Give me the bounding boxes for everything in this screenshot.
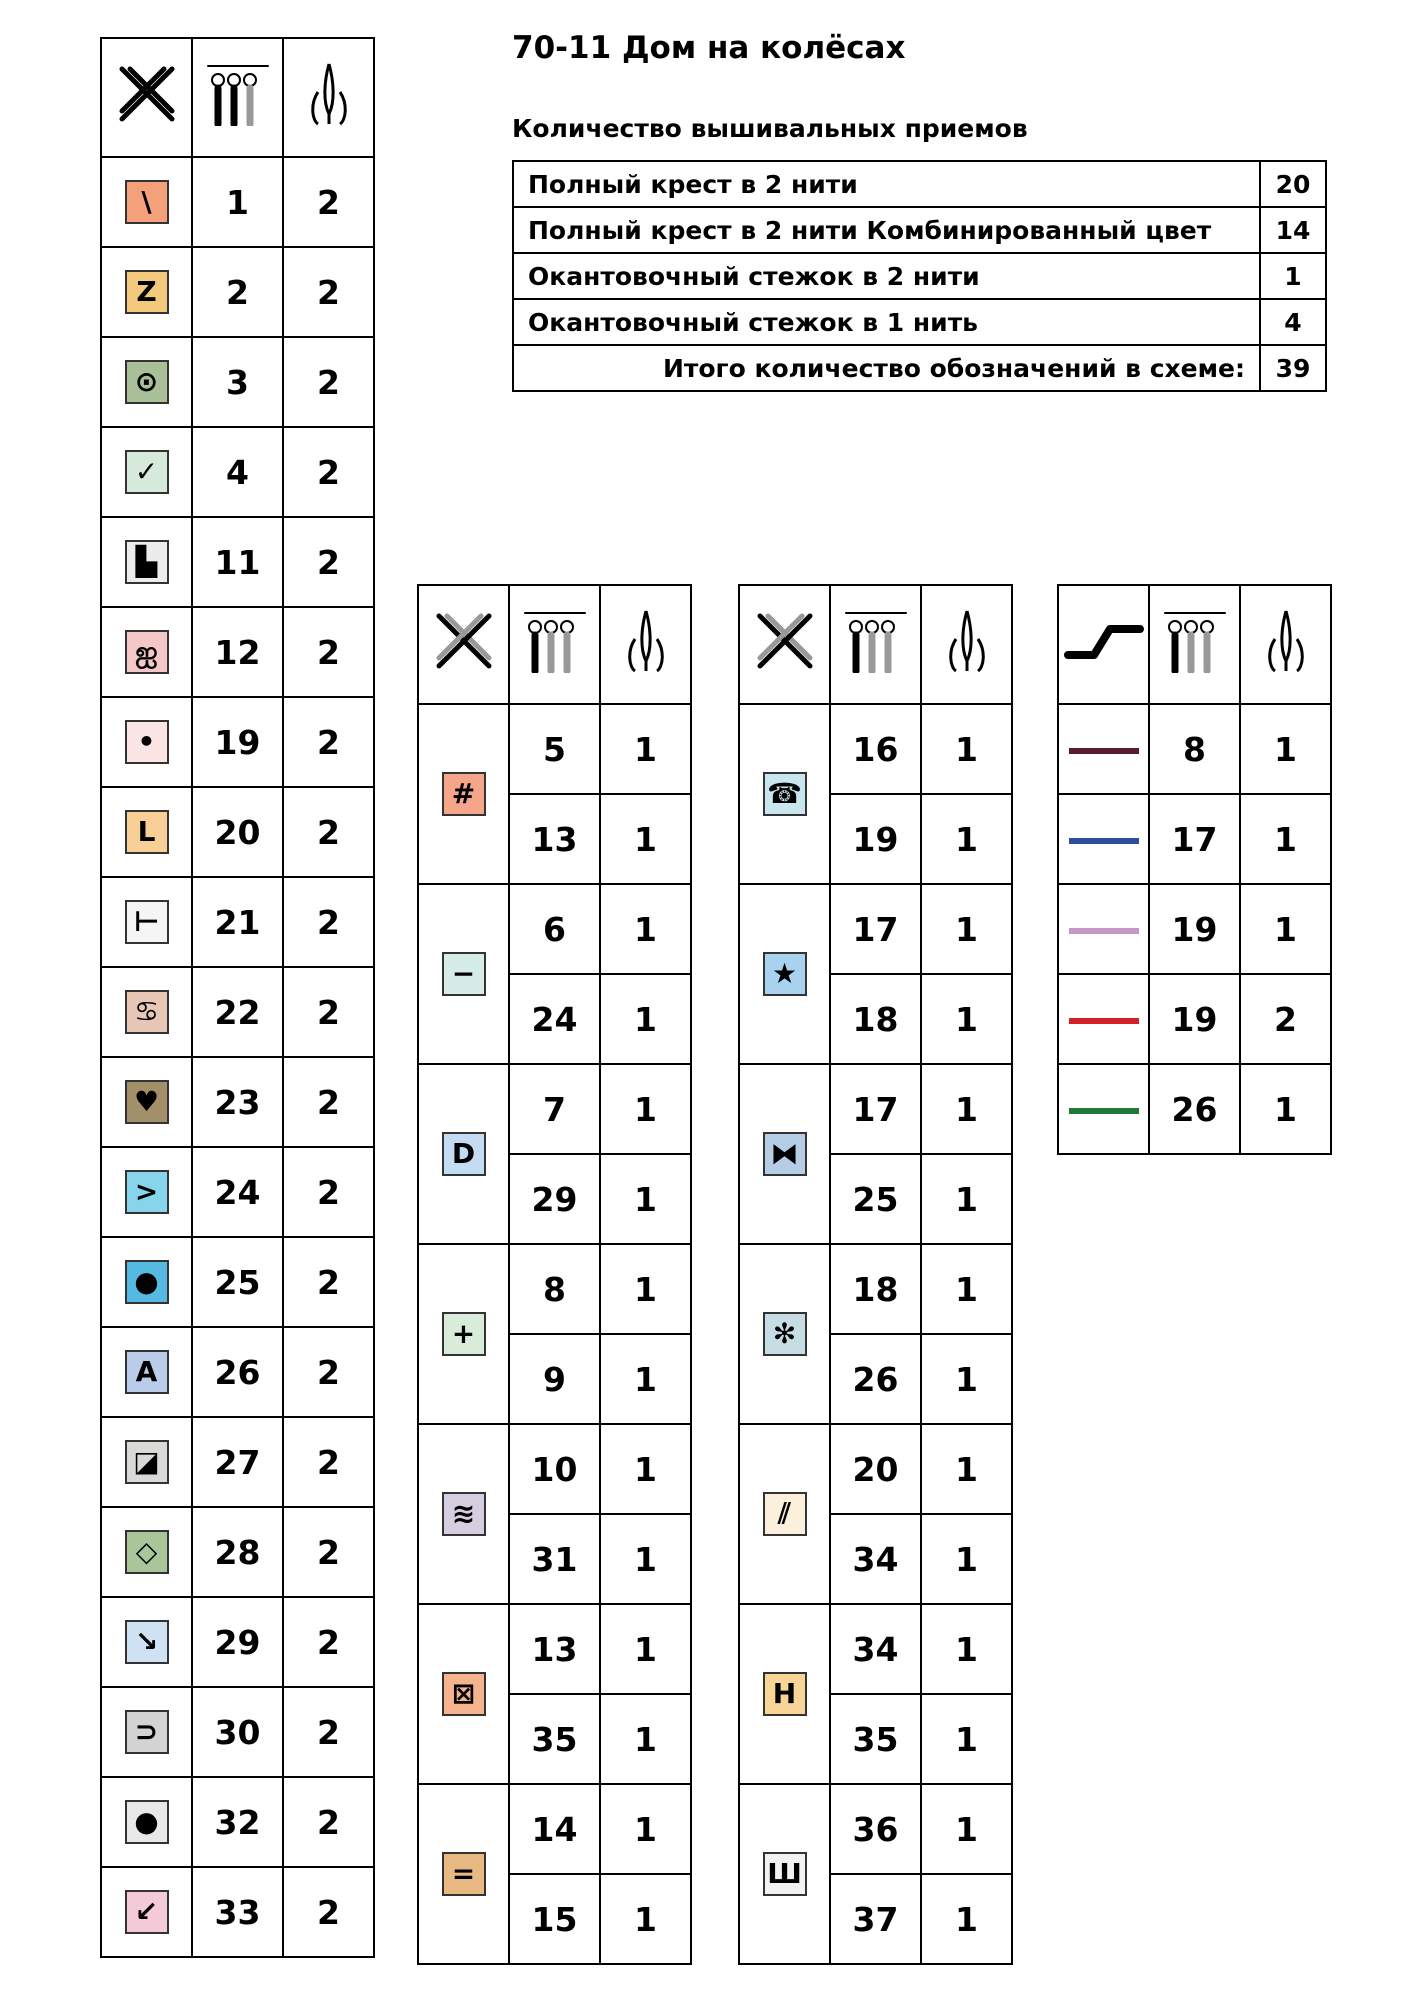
strand-count: 1 xyxy=(921,1694,1012,1784)
legend-row xyxy=(101,1597,374,1687)
strand-count: 1 xyxy=(600,1244,691,1334)
diagonal-lines-icon: ⫽ xyxy=(763,1492,807,1536)
color-number: 33 xyxy=(192,1867,283,1957)
symbol-cell xyxy=(418,1784,509,1964)
strand-count-icon xyxy=(521,609,589,673)
boxed-x-icon: ⊠ xyxy=(442,1672,486,1716)
checkmark-icon: ✓ xyxy=(125,450,169,494)
color-number: 8 xyxy=(1149,704,1240,794)
needle-icon xyxy=(304,62,354,126)
superset-icon: ⊃ xyxy=(125,1710,169,1754)
legend-row xyxy=(418,884,691,974)
header-stitch-type xyxy=(739,585,830,704)
legend-row xyxy=(418,704,691,794)
summary-label: Окантовочный стежок в 1 нить xyxy=(513,299,1260,345)
color-number: 13 xyxy=(509,1604,600,1694)
summary-row-total xyxy=(513,345,1326,391)
legend-header-row xyxy=(418,585,691,704)
drop-icon: ● xyxy=(125,1260,169,1304)
color-number: 21 xyxy=(192,877,283,967)
symbol-cell xyxy=(101,1687,192,1777)
summary-value: 20 xyxy=(1260,161,1326,207)
strand-count: 2 xyxy=(283,1507,374,1597)
symbol-cell xyxy=(101,337,192,427)
plus-icon: + xyxy=(442,1312,486,1356)
strand-count: 1 xyxy=(921,794,1012,884)
strand-count-icon xyxy=(204,62,272,126)
strand-count: 2 xyxy=(283,1867,374,1957)
symbol-cell xyxy=(418,704,509,884)
summary-value: 1 xyxy=(1260,253,1326,299)
color-number: 23 xyxy=(192,1057,283,1147)
summary-value: 4 xyxy=(1260,299,1326,345)
backstitch-legend xyxy=(1057,584,1332,1155)
color-number: 8 xyxy=(509,1244,600,1334)
needle-icon xyxy=(1261,609,1311,673)
strand-count: 1 xyxy=(921,884,1012,974)
symbol-cell xyxy=(739,1424,830,1604)
full-cross-legend xyxy=(100,37,375,1958)
legend-row xyxy=(739,1604,1012,1694)
filled-circle-icon: ● xyxy=(125,1800,169,1844)
color-number: 29 xyxy=(509,1154,600,1244)
symbol-cell xyxy=(101,697,192,787)
header-needle xyxy=(600,585,691,704)
strand-count: 1 xyxy=(600,1874,691,1964)
line-swatch-cell xyxy=(1058,884,1149,974)
page-title: 70-11 Дом на колёсах xyxy=(512,30,906,66)
color-number: 19 xyxy=(1149,974,1240,1064)
color-number: 5 xyxy=(509,704,600,794)
strand-count: 1 xyxy=(921,1874,1012,1964)
header-needle xyxy=(921,585,1012,704)
symbol-cell xyxy=(739,1784,830,1964)
symbol-cell xyxy=(101,607,192,697)
legend-row xyxy=(101,1777,374,1867)
circle-dot-icon: ⊙ xyxy=(125,360,169,404)
header-needle xyxy=(283,38,374,157)
color-number: 18 xyxy=(830,1244,921,1334)
greater-than-icon: > xyxy=(125,1170,169,1214)
header-strands xyxy=(509,585,600,704)
color-number: 15 xyxy=(509,1874,600,1964)
backslash-icon: \ xyxy=(125,180,169,224)
strand-count: 1 xyxy=(600,1064,691,1154)
summary-subtitle: Количество вышивальных приемов xyxy=(512,114,1028,143)
legend-row xyxy=(101,607,374,697)
line-swatch-cell xyxy=(1058,794,1149,884)
strand-count-icon xyxy=(1161,609,1229,673)
telephone-icon: ☎ xyxy=(763,772,807,816)
strand-count: 1 xyxy=(600,1604,691,1694)
color-number: 12 xyxy=(192,607,283,697)
strand-count: 2 xyxy=(283,1597,374,1687)
full-cross-icon xyxy=(754,610,816,672)
strand-count: 1 xyxy=(600,1424,691,1514)
legend-header-row xyxy=(101,38,374,157)
color-number: 29 xyxy=(192,1597,283,1687)
strand-count: 1 xyxy=(1240,704,1331,794)
strand-count: 1 xyxy=(600,884,691,974)
legend-row xyxy=(418,1784,691,1874)
symbol-cell xyxy=(101,1417,192,1507)
t-side-icon: ⊢ xyxy=(125,900,169,944)
symbol-cell xyxy=(739,1604,830,1784)
color-number: 31 xyxy=(509,1514,600,1604)
strand-count: 1 xyxy=(600,794,691,884)
strand-count-icon xyxy=(842,609,910,673)
symbol-cell xyxy=(101,877,192,967)
symbol-cell xyxy=(101,1507,192,1597)
color-number: 1 xyxy=(192,157,283,247)
waves-icon: ≋ xyxy=(442,1492,486,1536)
color-number: 17 xyxy=(1149,794,1240,884)
header-stitch-type xyxy=(1058,585,1149,704)
z-letter-icon: Z xyxy=(125,270,169,314)
sha-letter-icon: Ш xyxy=(763,1852,807,1896)
summary-value: 14 xyxy=(1260,207,1326,253)
symbol-cell xyxy=(101,247,192,337)
color-number: 32 xyxy=(192,1777,283,1867)
strand-count: 1 xyxy=(600,1334,691,1424)
strand-count: 1 xyxy=(600,704,691,794)
h-letter-icon: H xyxy=(763,1672,807,1716)
strand-count: 1 xyxy=(921,1424,1012,1514)
color-number: 30 xyxy=(192,1687,283,1777)
strand-count: 2 xyxy=(283,787,374,877)
minus-icon: − xyxy=(442,952,486,996)
strand-count: 2 xyxy=(283,517,374,607)
full-cross-icon xyxy=(116,63,178,125)
strand-count: 2 xyxy=(283,247,374,337)
hash-icon: # xyxy=(442,772,486,816)
strand-count: 2 xyxy=(283,157,374,247)
symbol-cell xyxy=(101,517,192,607)
needle-icon xyxy=(621,609,671,673)
strand-count: 1 xyxy=(921,1334,1012,1424)
strand-count: 2 xyxy=(283,1147,374,1237)
combined-color-legend-a xyxy=(417,584,692,1965)
backstitch-line-swatch xyxy=(1069,928,1139,934)
line-swatch-cell xyxy=(1058,1064,1149,1154)
legend-row xyxy=(1058,704,1331,794)
header-needle xyxy=(1240,585,1331,704)
legend-header-row xyxy=(739,585,1012,704)
strand-count: 1 xyxy=(921,1784,1012,1874)
legend-row xyxy=(101,1687,374,1777)
swirl-icon: ஐ xyxy=(125,630,169,674)
legend-row xyxy=(418,1604,691,1694)
color-number: 24 xyxy=(509,974,600,1064)
butterfly-icon: ✻ xyxy=(763,1312,807,1356)
combined-color-legend-b xyxy=(738,584,1013,1965)
symbol-cell xyxy=(101,1147,192,1237)
symbol-cell xyxy=(418,1424,509,1604)
legend-row xyxy=(739,1424,1012,1514)
legend-row xyxy=(101,517,374,607)
strand-count: 2 xyxy=(283,697,374,787)
strand-count: 2 xyxy=(283,877,374,967)
symbol-cell xyxy=(101,427,192,517)
legend-row xyxy=(739,1064,1012,1154)
header-strands xyxy=(1149,585,1240,704)
color-number: 7 xyxy=(509,1064,600,1154)
legend-row xyxy=(101,1867,374,1957)
legend-header-row xyxy=(1058,585,1331,704)
strand-count: 1 xyxy=(921,1514,1012,1604)
heart-icon: ♥ xyxy=(125,1080,169,1124)
color-number: 26 xyxy=(830,1334,921,1424)
color-number: 24 xyxy=(192,1147,283,1237)
summary-table xyxy=(512,160,1327,392)
l-letter-icon: L xyxy=(125,810,169,854)
legend-row xyxy=(1058,884,1331,974)
strand-count: 1 xyxy=(921,704,1012,794)
color-number: 13 xyxy=(509,794,600,884)
color-number: 26 xyxy=(192,1327,283,1417)
full-cross-icon xyxy=(433,610,495,672)
arrow-hook-icon: ↙ xyxy=(125,1890,169,1934)
strand-count: 2 xyxy=(283,1327,374,1417)
strand-count: 1 xyxy=(1240,884,1331,974)
legend-row xyxy=(101,157,374,247)
symbol-cell xyxy=(101,1597,192,1687)
strand-count: 2 xyxy=(283,337,374,427)
strand-count: 2 xyxy=(283,1057,374,1147)
summary-row xyxy=(513,207,1326,253)
legend-row xyxy=(101,1507,374,1597)
symbol-cell xyxy=(101,1237,192,1327)
backstitch-line-swatch xyxy=(1069,838,1139,844)
backstitch-line-swatch xyxy=(1069,1108,1139,1114)
color-number: 14 xyxy=(509,1784,600,1874)
strand-count: 2 xyxy=(283,1417,374,1507)
strand-count: 1 xyxy=(600,1154,691,1244)
strand-count: 1 xyxy=(600,1784,691,1874)
color-number: 19 xyxy=(192,697,283,787)
line-swatch-cell xyxy=(1058,974,1149,1064)
color-number: 27 xyxy=(192,1417,283,1507)
legend-row xyxy=(418,1244,691,1334)
strand-count: 2 xyxy=(283,607,374,697)
legend-row xyxy=(101,1417,374,1507)
header-stitch-type xyxy=(101,38,192,157)
diamond-icon: ◇ xyxy=(125,1530,169,1574)
legend-row xyxy=(418,1424,691,1514)
color-number: 17 xyxy=(830,884,921,974)
backstitch-icon xyxy=(1064,621,1144,661)
legend-row xyxy=(101,697,374,787)
color-number: 28 xyxy=(192,1507,283,1597)
summary-row xyxy=(513,253,1326,299)
strand-count: 2 xyxy=(283,1777,374,1867)
color-number: 19 xyxy=(830,794,921,884)
arrow-down-right-icon: ↘ xyxy=(125,1620,169,1664)
strand-count: 1 xyxy=(600,1514,691,1604)
symbol-cell xyxy=(418,1244,509,1424)
color-number: 4 xyxy=(192,427,283,517)
strand-count: 2 xyxy=(283,967,374,1057)
symbol-cell xyxy=(739,1064,830,1244)
color-number: 17 xyxy=(830,1064,921,1154)
bowtie-icon: ⧓ xyxy=(763,1132,807,1176)
summary-row xyxy=(513,299,1326,345)
d-letter-icon: D xyxy=(442,1132,486,1176)
color-number: 35 xyxy=(830,1694,921,1784)
color-number: 18 xyxy=(830,974,921,1064)
symbol-cell xyxy=(739,884,830,1064)
legend-row xyxy=(101,877,374,967)
symbol-cell xyxy=(101,967,192,1057)
color-number: 11 xyxy=(192,517,283,607)
strand-count: 1 xyxy=(921,1064,1012,1154)
legend-row xyxy=(101,427,374,517)
symbol-cell xyxy=(418,1604,509,1784)
symbol-cell xyxy=(101,157,192,247)
strand-count: 1 xyxy=(600,974,691,1064)
symbol-cell xyxy=(739,1244,830,1424)
legend-row xyxy=(1058,974,1331,1064)
color-number: 3 xyxy=(192,337,283,427)
summary-label: Окантовочный стежок в 2 нити xyxy=(513,253,1260,299)
strand-count: 2 xyxy=(1240,974,1331,1064)
color-number: 16 xyxy=(830,704,921,794)
summary-row xyxy=(513,161,1326,207)
backstitch-line-swatch xyxy=(1069,1018,1139,1024)
strand-count: 2 xyxy=(283,427,374,517)
header-strands xyxy=(830,585,921,704)
symbol-cell xyxy=(418,1064,509,1244)
legend-row xyxy=(101,1057,374,1147)
legend-row xyxy=(101,1237,374,1327)
color-number: 25 xyxy=(192,1237,283,1327)
color-number: 20 xyxy=(830,1424,921,1514)
color-number: 36 xyxy=(830,1784,921,1874)
legend-row xyxy=(739,1784,1012,1874)
color-number: 25 xyxy=(830,1154,921,1244)
legend-row xyxy=(101,337,374,427)
symbol-cell xyxy=(739,704,830,884)
strand-count: 1 xyxy=(921,1244,1012,1334)
backstitch-line-swatch xyxy=(1069,748,1139,754)
legend-row xyxy=(101,1147,374,1237)
summary-label: Полный крест в 2 нити xyxy=(513,161,1260,207)
legend-row xyxy=(101,1327,374,1417)
strand-count: 1 xyxy=(921,1604,1012,1694)
symbol-cell xyxy=(101,1327,192,1417)
strand-count: 2 xyxy=(283,1687,374,1777)
legend-row xyxy=(1058,1064,1331,1154)
header-stitch-type xyxy=(418,585,509,704)
strand-count: 1 xyxy=(1240,794,1331,884)
symbol-cell xyxy=(101,1057,192,1147)
star-icon: ★ xyxy=(763,952,807,996)
color-number: 37 xyxy=(830,1874,921,1964)
color-number: 9 xyxy=(509,1334,600,1424)
color-number: 26 xyxy=(1149,1064,1240,1154)
legend-row xyxy=(418,1064,691,1154)
color-number: 34 xyxy=(830,1604,921,1694)
color-number: 6 xyxy=(509,884,600,974)
summary-label: Полный крест в 2 нити Комбинированный цвет xyxy=(513,207,1260,253)
legend-row xyxy=(101,787,374,877)
needle-icon xyxy=(942,609,992,673)
color-number: 19 xyxy=(1149,884,1240,974)
color-number: 20 xyxy=(192,787,283,877)
color-number: 22 xyxy=(192,967,283,1057)
strand-count: 1 xyxy=(600,1694,691,1784)
color-number: 34 xyxy=(830,1514,921,1604)
small-dot-icon: • xyxy=(125,720,169,764)
legend-row xyxy=(739,884,1012,974)
cancer-sign-icon: ♋ xyxy=(125,990,169,1034)
header-strands xyxy=(192,38,283,157)
summary-value: 39 xyxy=(1260,345,1326,391)
l-block-icon: ▙ xyxy=(125,540,169,584)
symbol-cell xyxy=(101,1867,192,1957)
color-number: 10 xyxy=(509,1424,600,1514)
symbol-cell xyxy=(101,1777,192,1867)
legend-row xyxy=(101,247,374,337)
summary-label: Итого количество обозначений в схеме: xyxy=(513,345,1260,391)
symbol-cell xyxy=(418,884,509,1064)
strand-count: 1 xyxy=(921,1154,1012,1244)
color-number: 35 xyxy=(509,1694,600,1784)
diagonal-square-icon: ◪ xyxy=(125,1440,169,1484)
strand-count: 1 xyxy=(1240,1064,1331,1154)
line-swatch-cell xyxy=(1058,704,1149,794)
legend-row xyxy=(1058,794,1331,884)
legend-row xyxy=(101,967,374,1057)
equals-icon: = xyxy=(442,1852,486,1896)
symbol-cell xyxy=(101,787,192,877)
legend-row xyxy=(739,704,1012,794)
legend-row xyxy=(739,1244,1012,1334)
color-number: 2 xyxy=(192,247,283,337)
strand-count: 2 xyxy=(283,1237,374,1327)
strand-count: 1 xyxy=(921,974,1012,1064)
a-letter-icon: A xyxy=(125,1350,169,1394)
